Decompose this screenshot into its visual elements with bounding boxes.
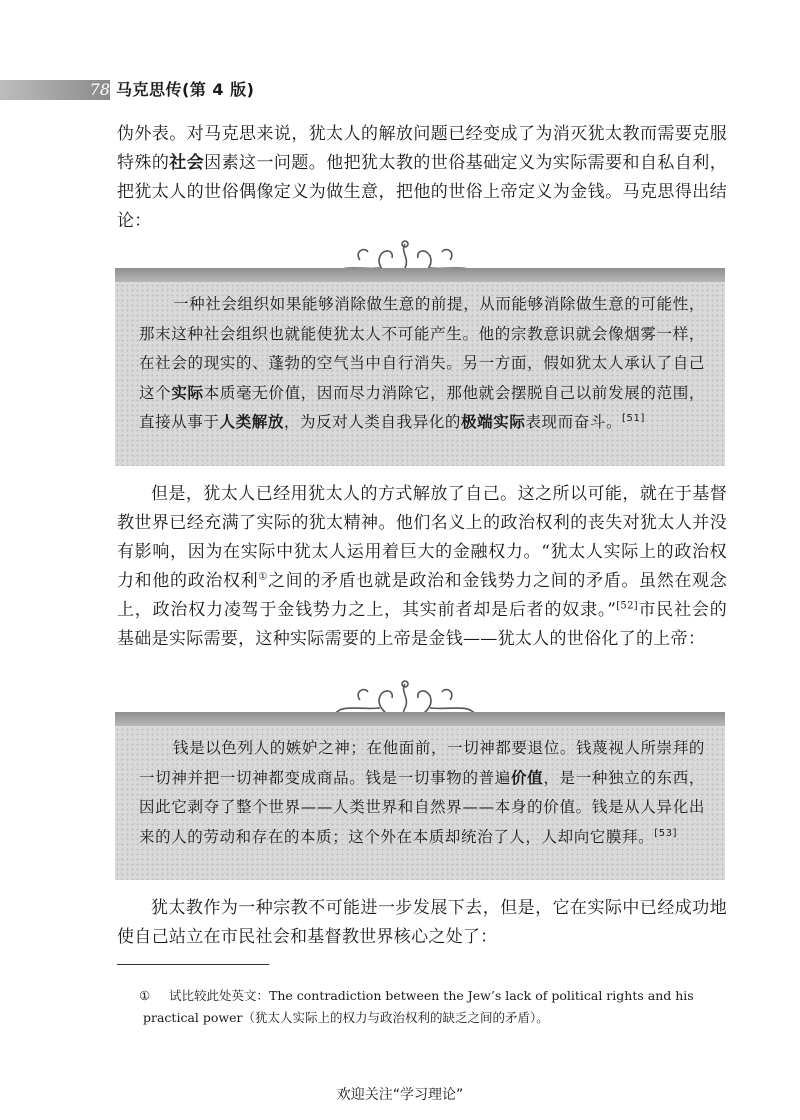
text-run: 钱是以色列人的嫉妒之神；在他面前，一切神都要退位。钱蔑视人所崇拜的一切神并把一切神都变成商品。钱是一切事物的普遍 — [139, 739, 705, 787]
text-run: ，为反对人类自我异化的 — [283, 413, 462, 431]
text-run: 本质毫无价值，因而尽力消除它，那他就会摆脱自己以前发展的范围，直接从事于 — [139, 383, 706, 431]
quote-band — [115, 712, 725, 726]
text-run: ，是一种独立的东西，因此它剥夺了整个世界——人类世界和自然界——本身的价值。钱是从人异化出来的人的劳动和存在的本质；这个外在本质却统治了人，人却向它膜拜。 — [139, 768, 705, 846]
text-run: 市民社会的基础是实际需要，这种实际需要的上帝是金钱——犹太人的世俗化了的上帝： — [117, 600, 728, 649]
text-run: 表现而奋斗。 — [525, 413, 623, 431]
text-run: 一种社会组织如果能够消除做生意的前提，从而能够消除做生意的可能性，那末这种社会组织也就能使犹太人不可能产生。他的宗教意识就会像烟雾一样，在社会的现实的、蓬勃的空气当中自行消失。另一方面，假如犹太人承认了自己这个 — [139, 295, 705, 402]
text-run: 因素这一问题。他把犹太教的世俗基础定义为实际需要和自私自利，把犹太人的世俗偶像定义为做生意，把他的世俗上帝定义为金钱。马克思得出结论： — [117, 153, 727, 231]
body-paragraph-1 — [117, 120, 727, 236]
page-number: 78 — [89, 80, 110, 99]
footnote-text: 试比较此处英文：The contradiction between the Jew’s lack of political rights and his practical power（犹太人实际上的权力与政治权利的缺乏之间的矛盾）。 — [143, 988, 694, 1025]
body-paragraph-2 — [117, 480, 727, 654]
footnote-mark: ① — [139, 988, 151, 1003]
bold-term: 极端实际 — [461, 413, 526, 431]
quote-text — [139, 290, 705, 438]
quote-block-2 — [115, 712, 725, 880]
citation-mark: [52] — [616, 600, 638, 612]
citation-mark: [51] — [622, 412, 645, 424]
footnote — [139, 985, 728, 1029]
text-run: 伪外表。对马克思来说，犹太人的解放问题已经变成了为消灭犹太教而需要克服特殊的 — [117, 124, 727, 173]
bold-term: 实际 — [171, 383, 204, 402]
running-title: 马克思传(第 4 版) — [116, 80, 255, 99]
citation-mark: [53] — [654, 827, 678, 839]
bold-term: 社会 — [169, 153, 205, 173]
bold-term: 人类解放 — [219, 413, 284, 431]
page-footer: 欢迎关注“学习理论” — [336, 1087, 464, 1103]
bold-term: 价值 — [510, 768, 544, 787]
footnote-rule — [117, 964, 269, 965]
footnote-ref: ① — [258, 571, 268, 583]
quote-block-1 — [115, 268, 725, 466]
body-paragraph-3: 犹太教作为一种宗教不可能进一步发展下去，但是，它在实际中已经成功地使自己站立在市民社会和基督教世界核心之处了： — [117, 898, 727, 947]
quote-text — [139, 734, 705, 852]
text-run: 之间的矛盾也就是政治和金钱势力之间的矛盾。虽然在观念上，政治权力凌驾于金钱势力之上，其实前者却是后者的奴隶。” — [117, 571, 728, 620]
quote-band — [115, 268, 725, 282]
text-run: 但是，犹太人已经用犹太人的方式解放了自己。这之所以可能，就在于基督教世界已经充满了实际的犹太精神。他们名义上的政治权利的丧失对犹太人并没有影响，因为在实际中犹太人运用着巨大的金融权力。“犹太人实际上的政治权力和他的政治权利 — [117, 484, 727, 591]
